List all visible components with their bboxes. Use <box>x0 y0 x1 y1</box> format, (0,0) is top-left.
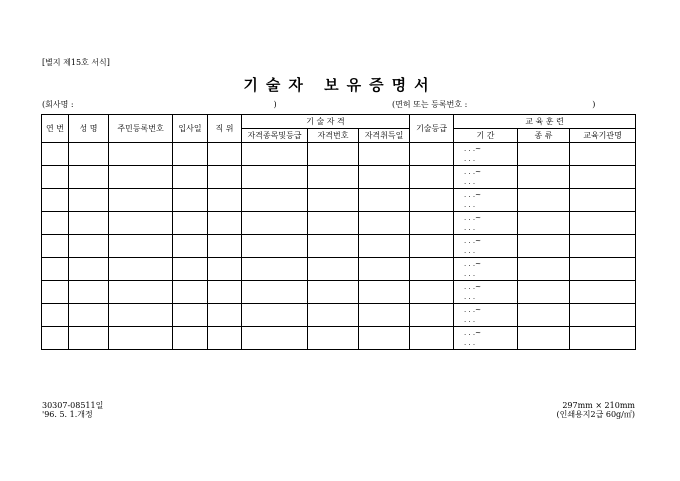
cell-period[interactable] <box>454 166 518 189</box>
cell-period[interactable] <box>454 143 518 166</box>
cell-name[interactable] <box>69 327 109 350</box>
period-start-placeholder: . . .~ <box>464 329 482 337</box>
cell-seq[interactable] <box>42 166 69 189</box>
period-start-placeholder: . . .~ <box>464 306 482 314</box>
cell-position[interactable] <box>208 258 242 281</box>
cell-resident-no[interactable] <box>109 258 173 281</box>
cell-tech-grade[interactable] <box>410 258 454 281</box>
cell-qual-date[interactable] <box>359 327 410 350</box>
period-start-placeholder: . . .~ <box>464 260 482 268</box>
cell-qual-type-grade[interactable] <box>242 143 308 166</box>
cell-qual-type-grade[interactable] <box>242 189 308 212</box>
period-fill-area <box>454 304 517 326</box>
license-number-label: (면허 또는 등록번호 : <box>392 100 468 109</box>
cell-period[interactable] <box>454 327 518 350</box>
table-row <box>42 189 636 212</box>
header-qual-type-grade: 자격종목및등급 <box>242 129 308 143</box>
cell-type[interactable] <box>518 258 570 281</box>
cell-position[interactable] <box>208 212 242 235</box>
cell-join-date[interactable] <box>173 189 208 212</box>
header-tech-grade: 기술등급 <box>410 115 454 143</box>
cell-qual-number[interactable] <box>308 166 359 189</box>
cell-tech-grade[interactable] <box>410 143 454 166</box>
header-seq: 연 번 <box>42 115 69 143</box>
cell-position[interactable] <box>208 304 242 327</box>
cell-institution[interactable] <box>570 258 636 281</box>
cell-seq[interactable] <box>42 281 69 304</box>
table-row <box>42 327 636 350</box>
cell-join-date[interactable] <box>173 212 208 235</box>
period-end-placeholder: . . . <box>464 293 476 301</box>
table-row <box>42 212 636 235</box>
cell-institution[interactable] <box>570 281 636 304</box>
cell-resident-no[interactable] <box>109 327 173 350</box>
revision-date: '96. 5. 1.개정 <box>42 410 93 419</box>
table-row <box>42 143 636 166</box>
cell-qual-date[interactable] <box>359 166 410 189</box>
cell-institution[interactable] <box>570 189 636 212</box>
period-start-placeholder: . . .~ <box>464 168 482 176</box>
cell-seq[interactable] <box>42 235 69 258</box>
cell-type[interactable] <box>518 281 570 304</box>
cell-period[interactable] <box>454 212 518 235</box>
cell-resident-no[interactable] <box>109 281 173 304</box>
cell-join-date[interactable] <box>173 281 208 304</box>
cell-position[interactable] <box>208 189 242 212</box>
cell-seq[interactable] <box>42 304 69 327</box>
cell-period[interactable] <box>454 281 518 304</box>
cell-tech-grade[interactable] <box>410 189 454 212</box>
header-name: 성 명 <box>69 115 109 143</box>
license-number-line <box>392 99 595 110</box>
period-start-placeholder: . . .~ <box>464 237 482 245</box>
cell-join-date[interactable] <box>173 304 208 327</box>
cell-tech-grade[interactable] <box>410 281 454 304</box>
cell-join-date[interactable] <box>173 143 208 166</box>
cell-qual-type-grade[interactable] <box>242 235 308 258</box>
cell-seq[interactable] <box>42 258 69 281</box>
cell-qual-date[interactable] <box>359 235 410 258</box>
cell-position[interactable] <box>208 166 242 189</box>
header-training-group: 교 육 훈 련 <box>454 115 636 129</box>
period-end-placeholder: . . . <box>464 247 476 255</box>
cell-position[interactable] <box>208 143 242 166</box>
header-qual-date: 자격취득일 <box>359 129 410 143</box>
header-institution: 교육기관명 <box>570 129 636 143</box>
cell-institution[interactable] <box>570 327 636 350</box>
cell-qual-date[interactable] <box>359 143 410 166</box>
technician-table <box>41 114 636 350</box>
table-row <box>42 235 636 258</box>
cell-tech-grade[interactable] <box>410 166 454 189</box>
paper-spec: (인쇄용지2급 60g/㎡) <box>556 410 635 419</box>
cell-join-date[interactable] <box>173 258 208 281</box>
document-title: 기술자 보유증명서 <box>243 76 437 94</box>
cell-join-date[interactable] <box>173 166 208 189</box>
cell-type[interactable] <box>518 327 570 350</box>
cell-name[interactable] <box>69 143 109 166</box>
cell-qual-number[interactable] <box>308 327 359 350</box>
cell-qual-number[interactable] <box>308 212 359 235</box>
cell-resident-no[interactable] <box>109 189 173 212</box>
cell-qual-number[interactable] <box>308 304 359 327</box>
cell-seq[interactable] <box>42 212 69 235</box>
cell-qual-type-grade[interactable] <box>242 212 308 235</box>
cell-institution[interactable] <box>570 235 636 258</box>
cell-type[interactable] <box>518 143 570 166</box>
cell-type[interactable] <box>518 212 570 235</box>
cell-name[interactable] <box>69 281 109 304</box>
cell-tech-grade[interactable] <box>410 235 454 258</box>
company-name-line <box>42 99 277 110</box>
cell-resident-no[interactable] <box>109 304 173 327</box>
cell-name[interactable] <box>69 189 109 212</box>
header-position: 직 위 <box>208 115 242 143</box>
table-row <box>42 281 636 304</box>
footer-right <box>556 401 635 419</box>
cell-position[interactable] <box>208 235 242 258</box>
cell-qual-type-grade[interactable] <box>242 258 308 281</box>
header-join-date: 입사일 <box>173 115 208 143</box>
period-fill-area <box>454 189 517 211</box>
footer-left <box>42 401 103 419</box>
header-type: 종 류 <box>518 129 570 143</box>
cell-qual-number[interactable] <box>308 281 359 304</box>
cell-period[interactable] <box>454 304 518 327</box>
period-fill-area <box>454 327 517 349</box>
license-number-close: ) <box>592 100 596 109</box>
cell-type[interactable] <box>518 235 570 258</box>
cell-qual-type-grade[interactable] <box>242 281 308 304</box>
cell-period[interactable] <box>454 258 518 281</box>
cell-type[interactable] <box>518 304 570 327</box>
period-fill-area <box>454 235 517 257</box>
period-start-placeholder: . . .~ <box>464 214 482 222</box>
period-fill-area <box>454 212 517 234</box>
header-qual-number: 자격번호 <box>308 129 359 143</box>
period-end-placeholder: . . . <box>464 339 476 347</box>
header-resident-no: 주민등록번호 <box>109 115 173 143</box>
period-fill-area <box>454 166 517 188</box>
period-end-placeholder: . . . <box>464 201 476 209</box>
cell-resident-no[interactable] <box>109 212 173 235</box>
cell-qual-type-grade[interactable] <box>242 166 308 189</box>
cell-qual-date[interactable] <box>359 281 410 304</box>
cell-seq[interactable] <box>42 327 69 350</box>
cell-qual-date[interactable] <box>359 258 410 281</box>
period-fill-area <box>454 281 517 303</box>
period-end-placeholder: . . . <box>464 178 476 186</box>
period-fill-area <box>454 143 517 165</box>
cell-resident-no[interactable] <box>109 143 173 166</box>
cell-qual-type-grade[interactable] <box>242 304 308 327</box>
company-name-close: ) <box>273 100 277 109</box>
cell-tech-grade[interactable] <box>410 327 454 350</box>
form-number-label: [별지 제15호 서식] <box>42 58 110 67</box>
header-qualification-group: 기 술 자 격 <box>242 115 410 129</box>
cell-name[interactable] <box>69 258 109 281</box>
header-period: 기 간 <box>454 129 518 143</box>
cell-qual-number[interactable] <box>308 143 359 166</box>
company-name-label: (회사명 : <box>42 100 74 109</box>
period-start-placeholder: . . .~ <box>464 191 482 199</box>
period-end-placeholder: . . . <box>464 155 476 163</box>
cell-name[interactable] <box>69 212 109 235</box>
table-row <box>42 258 636 281</box>
cell-resident-no[interactable] <box>109 166 173 189</box>
period-start-placeholder: . . .~ <box>464 145 482 153</box>
cell-qual-type-grade[interactable] <box>242 327 308 350</box>
period-fill-area <box>454 258 517 280</box>
table-row <box>42 166 636 189</box>
cell-institution[interactable] <box>570 304 636 327</box>
cell-name[interactable] <box>69 166 109 189</box>
cell-position[interactable] <box>208 281 242 304</box>
cell-position[interactable] <box>208 327 242 350</box>
cell-name[interactable] <box>69 304 109 327</box>
cell-join-date[interactable] <box>173 327 208 350</box>
period-end-placeholder: . . . <box>464 316 476 324</box>
cell-type[interactable] <box>518 189 570 212</box>
form-code: 30307-08511일 <box>42 401 104 410</box>
cell-tech-grade[interactable] <box>410 304 454 327</box>
cell-tech-grade[interactable] <box>410 212 454 235</box>
cell-period[interactable] <box>454 235 518 258</box>
cell-join-date[interactable] <box>173 235 208 258</box>
cell-seq[interactable] <box>42 143 69 166</box>
table-body <box>42 143 636 350</box>
cell-qual-date[interactable] <box>359 189 410 212</box>
cell-period[interactable] <box>454 189 518 212</box>
cell-qual-number[interactable] <box>308 258 359 281</box>
cell-seq[interactable] <box>42 189 69 212</box>
paper-size: 297mm × 210mm <box>562 401 635 410</box>
period-end-placeholder: . . . <box>464 270 476 278</box>
cell-qual-number[interactable] <box>308 189 359 212</box>
cell-institution[interactable] <box>570 166 636 189</box>
table-row <box>42 304 636 327</box>
cell-type[interactable] <box>518 166 570 189</box>
cell-qual-date[interactable] <box>359 212 410 235</box>
cell-qual-number[interactable] <box>308 235 359 258</box>
cell-institution[interactable] <box>570 212 636 235</box>
cell-resident-no[interactable] <box>109 235 173 258</box>
period-start-placeholder: . . .~ <box>464 283 482 291</box>
period-end-placeholder: . . . <box>464 224 476 232</box>
cell-qual-date[interactable] <box>359 304 410 327</box>
cell-name[interactable] <box>69 235 109 258</box>
cell-institution[interactable] <box>570 143 636 166</box>
